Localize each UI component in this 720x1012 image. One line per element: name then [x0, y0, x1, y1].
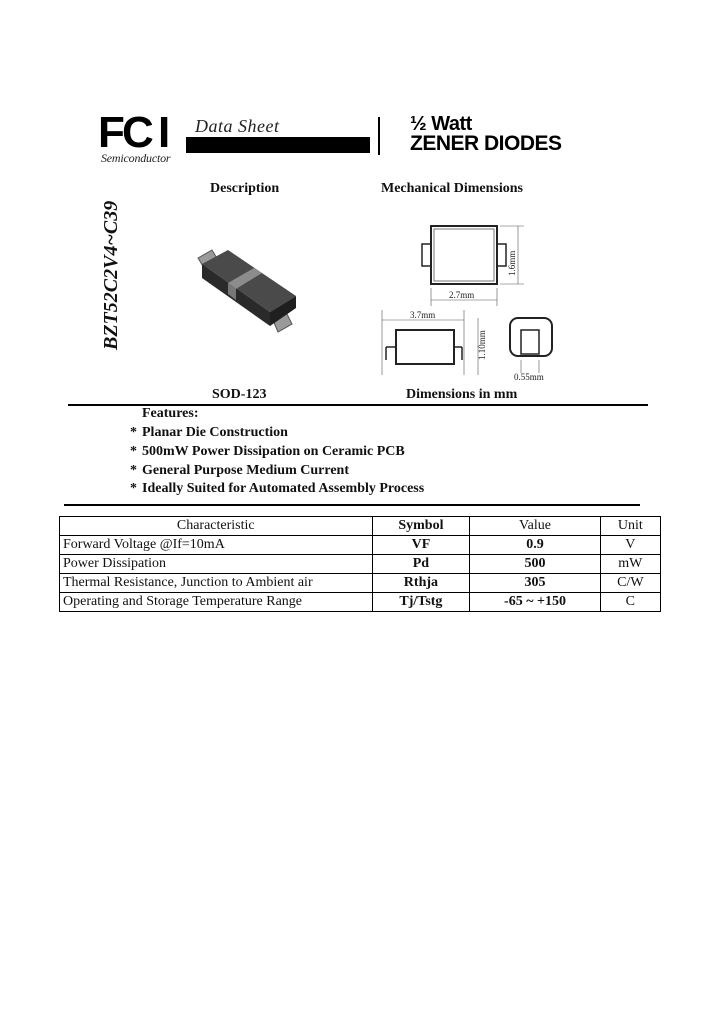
- bullet-star-icon: *: [130, 443, 137, 459]
- dim-length-label: 3.7mm: [410, 310, 436, 320]
- feature-text: 500mW Power Dissipation on Ceramic PCB: [142, 443, 405, 459]
- dim-height-label: 1.6mm: [507, 250, 517, 276]
- product-power: ½ Watt: [410, 113, 472, 135]
- mechanical-drawing: [378, 210, 578, 385]
- cell-characteristic: Forward Voltage @If=10mA: [60, 536, 373, 555]
- cell-symbol: VF: [372, 536, 470, 555]
- dim-width-label: 2.7mm: [449, 290, 475, 300]
- cell-unit: C/W: [600, 574, 660, 593]
- feature-item: [130, 424, 424, 443]
- cell-characteristic: Operating and Storage Temperature Range: [60, 593, 373, 612]
- table-row: [60, 555, 661, 574]
- logo-letter-c: C: [122, 108, 152, 157]
- dim-lead-label: 0.55mm: [514, 372, 544, 382]
- end-view-body: [510, 318, 552, 356]
- bullet-star-icon: *: [130, 462, 137, 478]
- bullet-star-icon: *: [130, 481, 137, 497]
- cell-value: 500: [470, 555, 600, 574]
- table-header-row: [60, 517, 661, 536]
- dim-thickness-label: 1.10mm: [477, 330, 487, 360]
- feature-text: General Purpose Medium Current: [142, 462, 349, 478]
- logo-letter-i: I: [158, 108, 169, 157]
- table-row: [60, 593, 661, 612]
- header-characteristic: Characteristic: [60, 517, 373, 536]
- bullet-star-icon: *: [130, 425, 137, 440]
- product-type: ZENER DIODES: [410, 132, 562, 155]
- feature-text: Ideally Suited for Automated Assembly Process: [142, 481, 425, 497]
- mechanical-heading: Mechanical Dimensions: [381, 181, 523, 196]
- cell-symbol: Rthja: [372, 574, 470, 593]
- top-view-inner: [434, 229, 494, 281]
- cell-value: -65 ~ +150: [470, 593, 600, 612]
- logo-letter-f: F: [98, 108, 123, 157]
- header-unit: Unit: [600, 517, 660, 536]
- dimensions-note: Dimensions in mm: [406, 387, 518, 402]
- package-label: SOD-123: [212, 387, 267, 402]
- ratings-table: [59, 516, 661, 612]
- feature-item: [130, 462, 424, 481]
- table-row: [60, 536, 661, 555]
- table-row: [60, 574, 661, 593]
- doc-type-label: Data Sheet: [195, 116, 280, 136]
- top-view-lead-right: [497, 244, 506, 266]
- cell-unit: mW: [600, 555, 660, 574]
- features-list: [130, 424, 424, 499]
- cell-characteristic: Power Dissipation: [60, 555, 373, 574]
- cell-unit: V: [600, 536, 660, 555]
- header-divider: [378, 117, 380, 155]
- cell-symbol: Tj/Tstg: [372, 593, 470, 612]
- package-photo: [188, 236, 298, 346]
- cell-value: 305: [470, 574, 600, 593]
- description-heading: Description: [210, 181, 280, 196]
- cell-symbol: Pd: [372, 555, 470, 574]
- features-title: Features:: [142, 406, 199, 421]
- feature-text: Planar Die Construction: [142, 425, 288, 440]
- features-rule-bottom: [64, 504, 640, 506]
- cell-value: 0.9: [470, 536, 600, 555]
- part-number: BZT52C2V4~C39: [100, 200, 122, 350]
- header-symbol: Symbol: [372, 517, 470, 536]
- feature-item: [130, 443, 424, 462]
- header-bar: [186, 137, 370, 153]
- top-view-body: [431, 226, 497, 284]
- feature-item: [130, 480, 424, 499]
- header-value: Value: [470, 517, 600, 536]
- end-view-lead: [521, 330, 539, 354]
- side-view-body: [396, 330, 454, 364]
- cell-characteristic: Thermal Resistance, Junction to Ambient air: [60, 574, 373, 593]
- logo-subtitle: Semiconductor: [101, 151, 171, 165]
- top-view-lead-left: [422, 244, 431, 266]
- cell-unit: C: [600, 593, 660, 612]
